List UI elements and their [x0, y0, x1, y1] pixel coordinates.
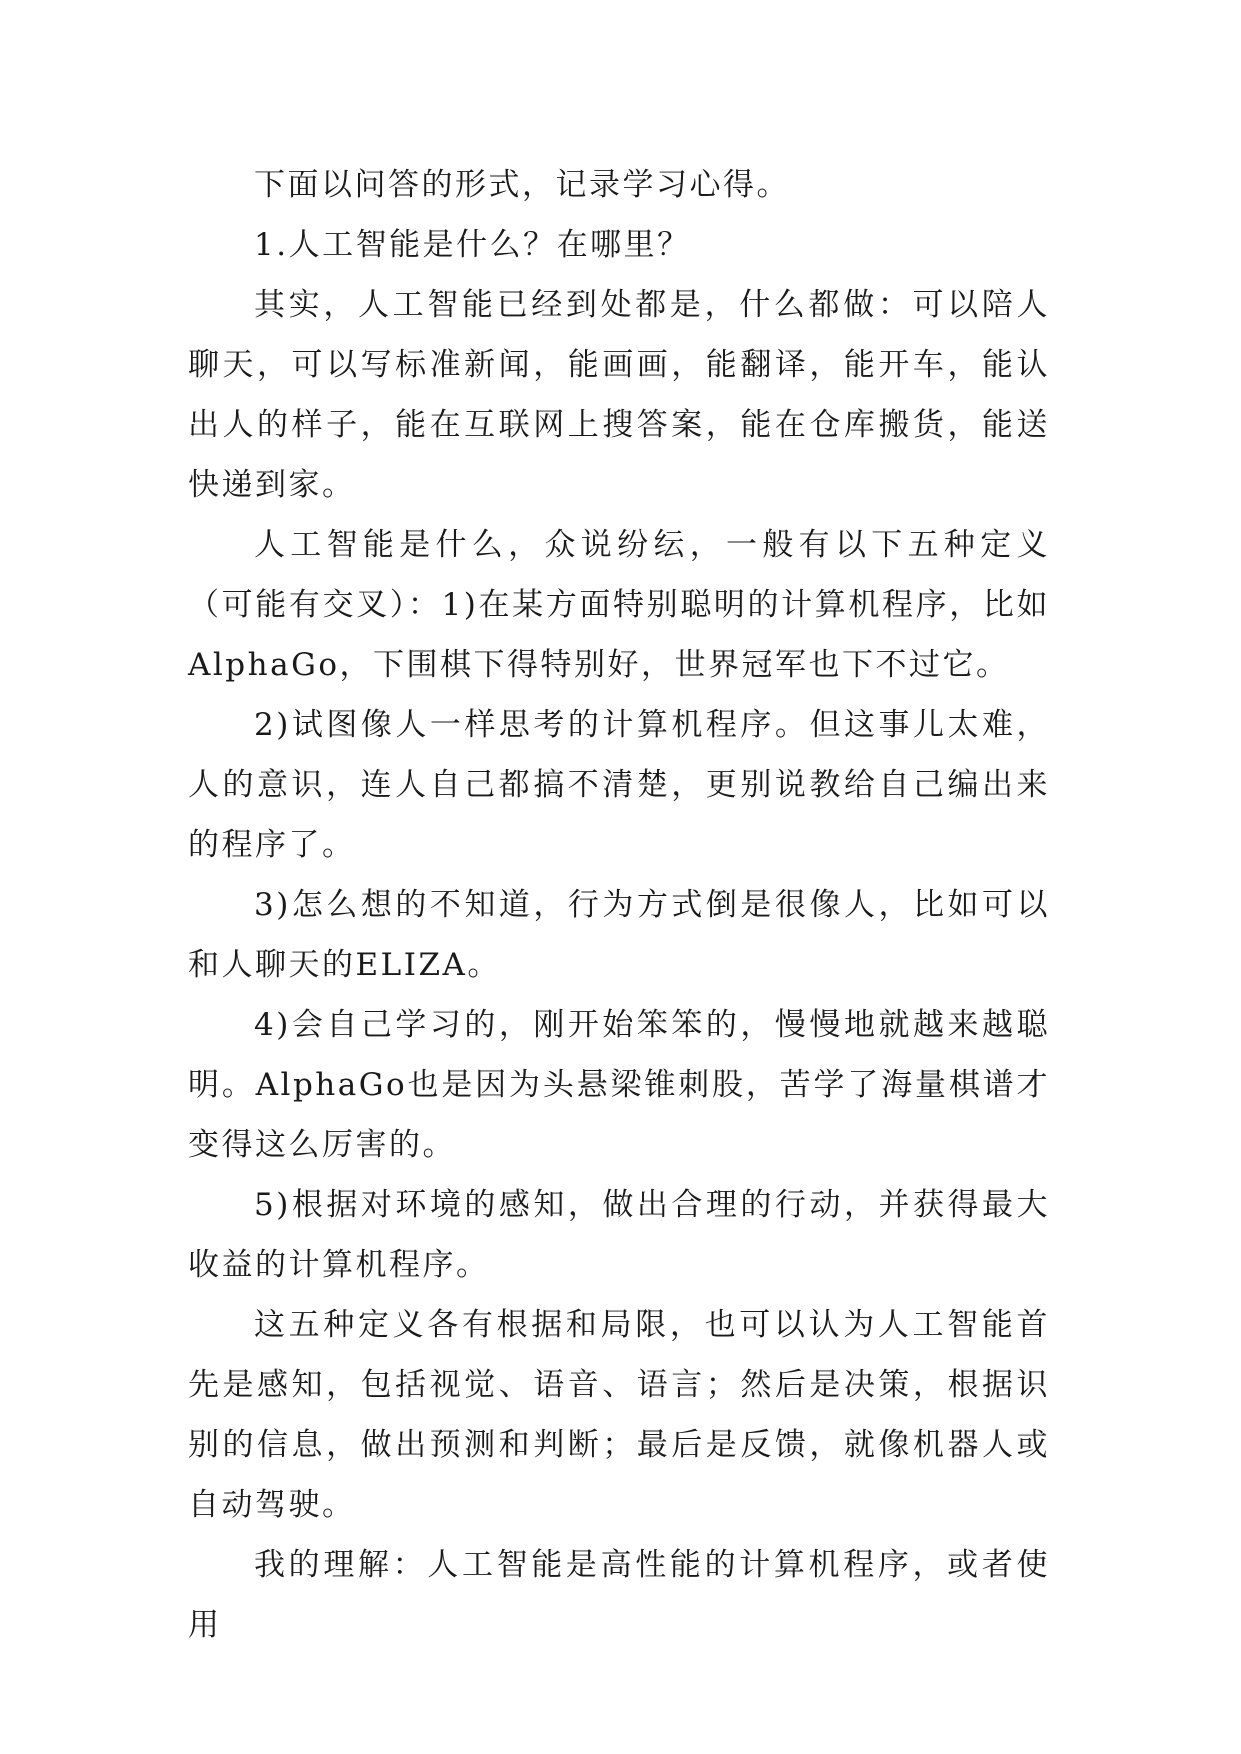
- paragraph-definition-2: 2)试图像人一样思考的计算机程序。但这事儿太难，人的意识，连人自己都搞不清楚，更别说教给自己编出来的程序了。: [188, 707, 1050, 863]
- paragraph-summary: 这五种定义各有根据和局限，也可以认为人工智能首先是感知，包括视觉、语音、语言；然后是决策，根据识别的信息，做出预测和判断；最后是反馈，就像机器人或自动驾驶。: [188, 1307, 1050, 1523]
- paragraph-definition-4: 4)会自己学习的，刚开始笨笨的，慢慢地就越来越聪明。AlphaGo也是因为头悬梁锥刺股，苦学了海量棋谱才变得这么厉害的。: [188, 1007, 1050, 1163]
- paragraph-everywhere: 其实，人工智能已经到处都是，什么都做：可以陪人聊天，可以写标准新闻，能画画，能翻译，能开车，能认出人的样子，能在互联网上搜答案，能在仓库搬货，能送快递到家。: [188, 287, 1050, 503]
- paragraph-definition-5: 5)根据对环境的感知，做出合理的行动，并获得最大收益的计算机程序。: [188, 1187, 1050, 1283]
- question-heading: 1.人工智能是什么？在哪里？: [254, 227, 691, 263]
- paragraph-definition-3: 3)怎么想的不知道，行为方式倒是很像人，比如可以和人聊天的ELIZA。: [188, 887, 1050, 983]
- paragraph-definitions: 人工智能是什么，众说纷纭，一般有以下五种定义（可能有交叉）：1)在某方面特别聪明的计算机程序，比如AlphaGo，下围棋下得特别好，世界冠军也下不过它。: [188, 527, 1050, 683]
- paragraph-understanding: 我的理解：人工智能是高性能的计算机程序，或者使用: [188, 1547, 1050, 1643]
- document-body: [188, 155, 1050, 1655]
- paragraph-intro: 下面以问答的形式，记录学习心得。: [254, 167, 790, 203]
